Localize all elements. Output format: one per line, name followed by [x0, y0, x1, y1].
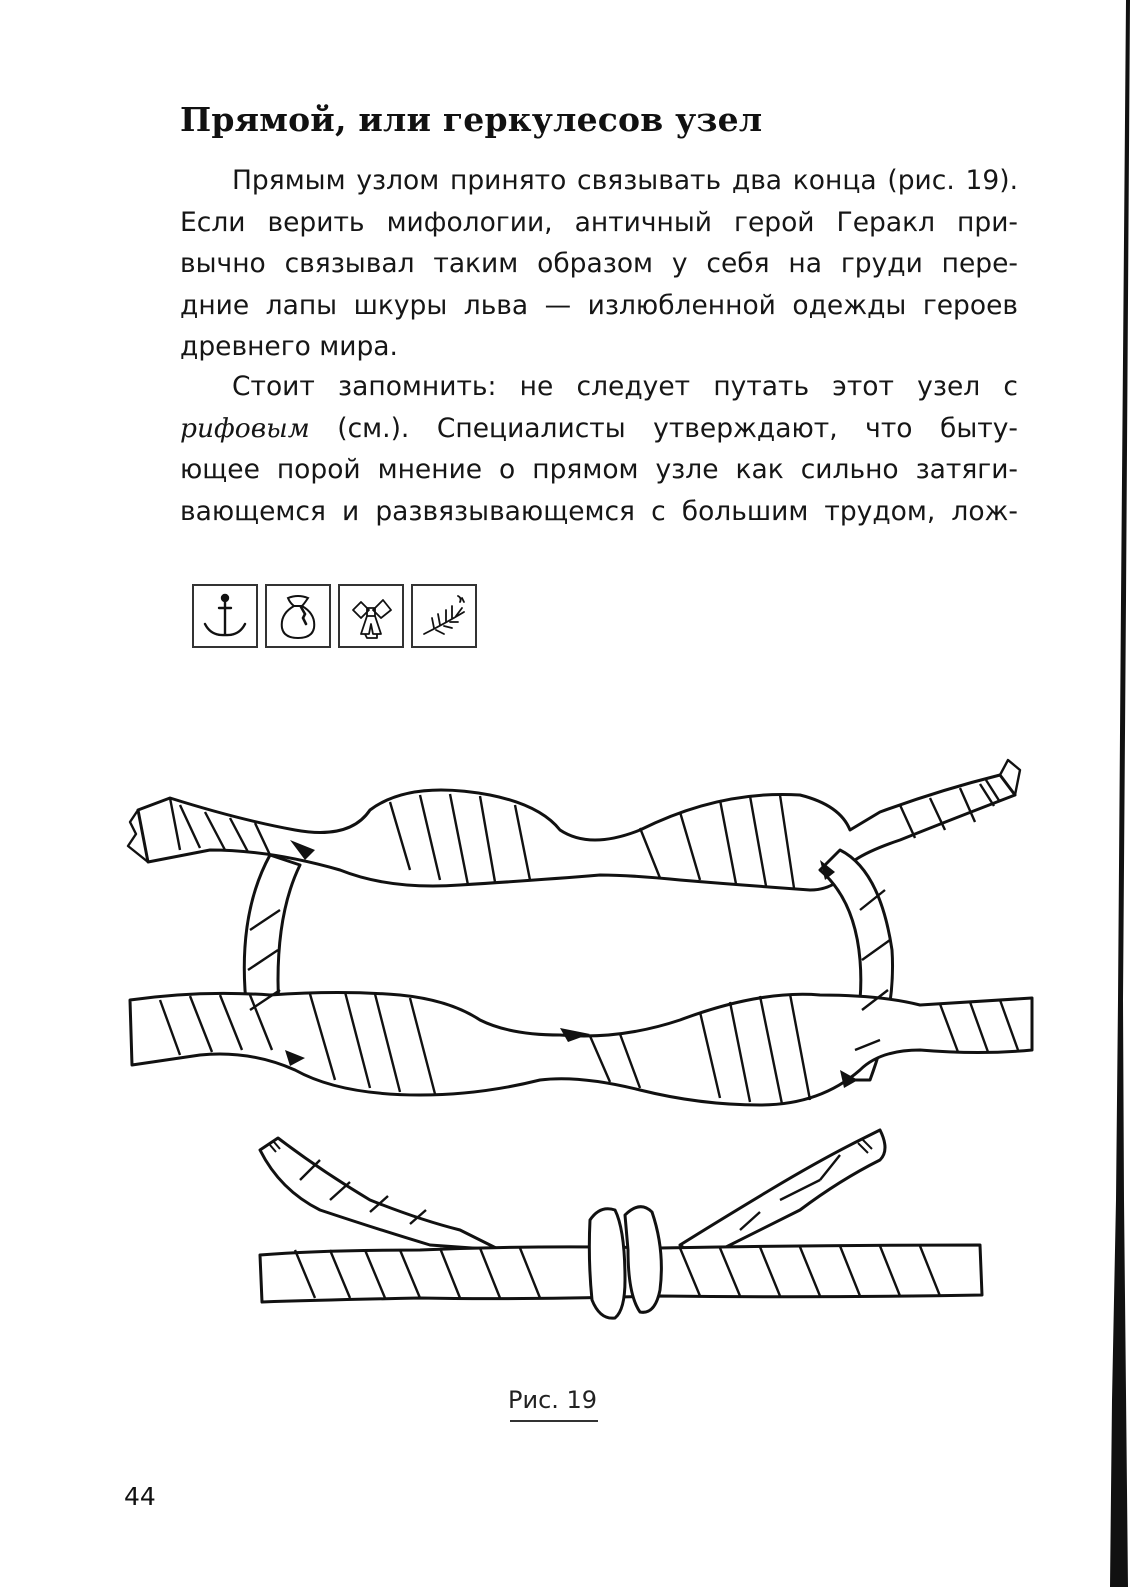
- rope-strand: [680, 1130, 885, 1260]
- scan-edge-shadow: [1096, 0, 1136, 1587]
- usage-icons: [192, 584, 477, 648]
- cross-reference-link: рифовым: [180, 412, 310, 444]
- knot-core: [589, 1209, 625, 1318]
- section-title: Прямой, или геркулесов узел: [180, 100, 763, 140]
- text-line: вычно связывал таким образом у себя на груди пере-: [180, 248, 1018, 279]
- rope-strand: [260, 1138, 500, 1250]
- text-line: древнего мира.: [180, 331, 398, 362]
- branch-icon: [411, 584, 477, 648]
- square-knot-figure: [120, 750, 1040, 1350]
- paragraph-1: [128, 160, 1018, 368]
- rope-strand: [130, 993, 1032, 1106]
- text-line: вающемся и развязывающемся с большим трудом, лож-: [180, 495, 1018, 527]
- page-number: 44: [124, 1482, 156, 1511]
- text-line: ющее порой мнение о прямом узле как сильно затяги-: [180, 454, 1018, 485]
- text-line: Если верить мифологии, античный герой Геракл при-: [180, 206, 1018, 238]
- bow-icon: [338, 584, 404, 648]
- caption-underline: [510, 1420, 598, 1422]
- text-fragment: (см.). Специалисты утверждают, что быту-: [309, 412, 1018, 444]
- sack-icon: [265, 584, 331, 648]
- text-line: дние лапы шкуры льва — излюбленной одежды героев: [180, 289, 1018, 321]
- figure-caption: Рис. 19: [508, 1386, 598, 1414]
- text-line: [128, 408, 1018, 450]
- text-line: Стоит запомнить: не следует путать этот узел с: [232, 371, 1018, 402]
- anchor-icon: [192, 584, 258, 648]
- text-line: Прямым узлом принято связывать два конца (рис. 19).: [232, 165, 1018, 196]
- paragraph-2: [128, 366, 1018, 532]
